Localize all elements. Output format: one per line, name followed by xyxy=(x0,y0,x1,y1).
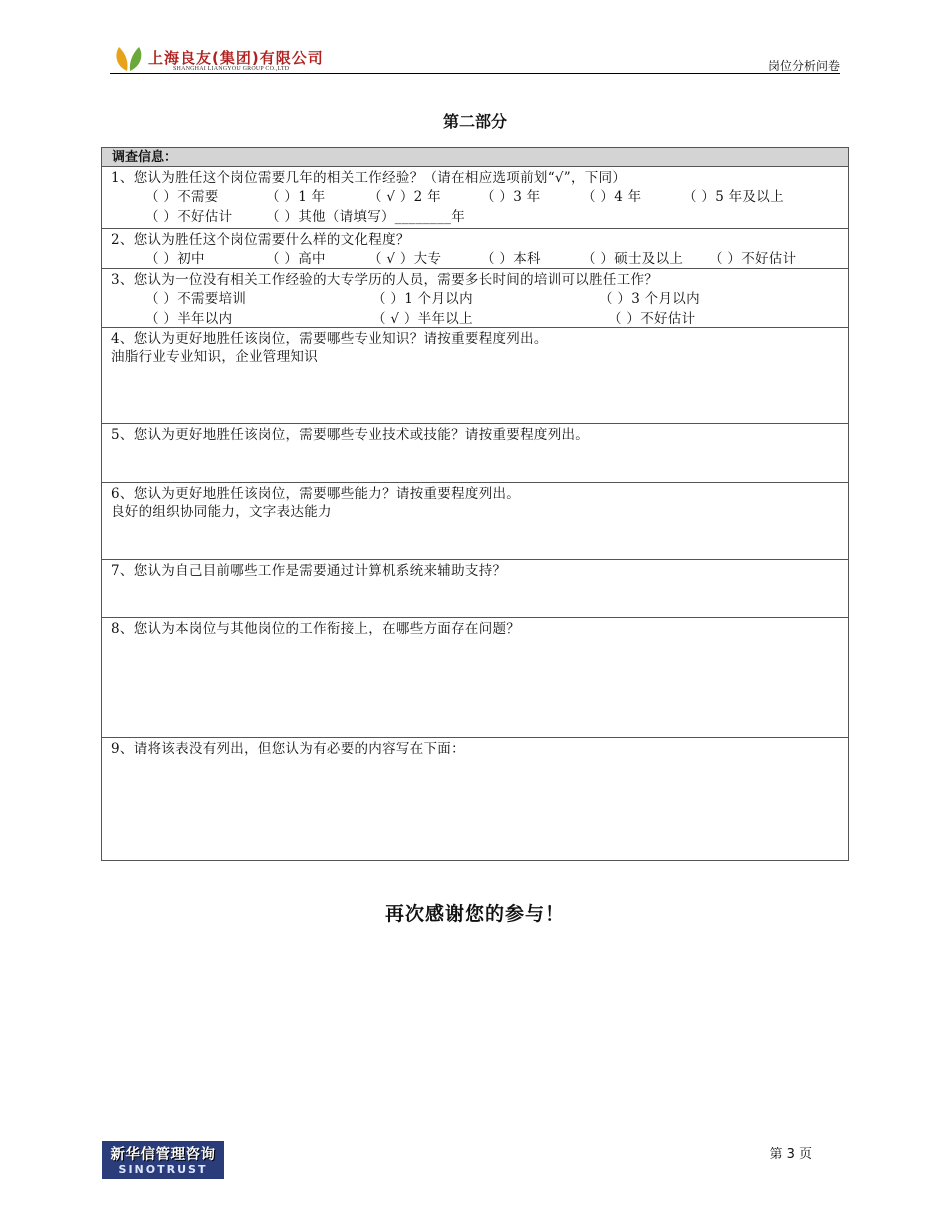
question-9-text: 9、请将该表没有列出，但您认为有必要的内容写在下面： xyxy=(111,741,465,757)
q1-option-5-plus-years[interactable]: （ ）5 年及以上 xyxy=(683,189,784,205)
q1-option-unknown[interactable]: （ ）不好估计 xyxy=(145,209,233,225)
section-header: 调查信息： xyxy=(102,148,848,167)
consultancy-logo-en: SINOTRUST xyxy=(118,1163,208,1176)
company-logo-icon xyxy=(113,44,145,72)
q2-option-master-plus[interactable]: （ ）硕士及以上 xyxy=(582,251,684,267)
q2-option-junior-high[interactable]: （ ）初中 xyxy=(145,251,205,267)
question-9 xyxy=(102,738,848,860)
survey-table xyxy=(101,147,849,861)
part-title: 第二部分 xyxy=(442,112,507,131)
question-4 xyxy=(102,328,848,424)
question-1-text: 1、您认为胜任这个岗位需要几年的相关工作经验？（请在相应选项前划“√”，下同） xyxy=(111,170,627,186)
q3-option-over-half-year[interactable]: （ √ ）半年以上 xyxy=(372,311,473,327)
q2-option-high-school[interactable]: （ ）高中 xyxy=(266,251,326,267)
question-6 xyxy=(102,483,848,560)
q2-option-unknown[interactable]: （ ）不好估计 xyxy=(709,251,797,267)
q1-option-3-years[interactable]: （ ）3 年 xyxy=(481,189,541,205)
question-5 xyxy=(102,424,848,483)
question-6-answer[interactable]: 良好的组织协同能力，文字表达能力 xyxy=(111,504,332,520)
question-5-text: 5、您认为更好地胜任该岗位，需要哪些专业技术或技能？请按重要程度列出。 xyxy=(111,427,590,443)
question-3 xyxy=(102,269,848,328)
q3-option-within-3-months[interactable]: （ ）3 个月以内 xyxy=(599,291,700,307)
question-8 xyxy=(102,618,848,738)
question-2-options-row1 xyxy=(111,249,840,269)
q3-option-within-1-month[interactable]: （ ）1 个月以内 xyxy=(372,291,473,307)
question-4-answer[interactable]: 油脂行业专业知识，企业管理知识 xyxy=(111,349,318,365)
consultancy-logo xyxy=(102,1141,224,1179)
q1-option-other[interactable]: （ ）其他（请填写）________年 xyxy=(266,209,465,225)
question-7 xyxy=(102,560,848,618)
q3-option-no-training[interactable]: （ ）不需要培训 xyxy=(145,291,247,307)
q1-option-2-years[interactable]: （ √ ）2 年 xyxy=(368,189,441,205)
question-1-options-row1 xyxy=(111,187,840,207)
page-number: 第 3 页 xyxy=(769,1147,812,1162)
question-3-options-row1 xyxy=(111,289,840,309)
q3-option-within-half-year[interactable]: （ ）半年以内 xyxy=(145,311,233,327)
q2-option-bachelor[interactable]: （ ）本科 xyxy=(481,251,541,267)
question-2-text: 2、您认为胜任这个岗位需要什么样的文化程度？ xyxy=(111,232,410,248)
question-3-options-row2 xyxy=(111,309,840,328)
q1-option-4-years[interactable]: （ ）4 年 xyxy=(582,189,642,205)
question-4-text: 4、您认为更好地胜任该岗位，需要哪些专业知识？请按重要程度列出。 xyxy=(111,331,548,347)
closing-message: 再次感谢您的参与！ xyxy=(384,903,565,925)
question-3-text: 3、您认为一位没有相关工作经验的大专学历的人员，需要多长时间的培训可以胜任工作？ xyxy=(111,272,659,288)
document-title: 岗位分析问卷 xyxy=(767,59,840,73)
question-7-text: 7、您认为自己目前哪些工作是需要通过计算机系统来辅助支持？ xyxy=(111,563,507,579)
question-1 xyxy=(102,167,848,229)
question-6-text: 6、您认为更好地胜任该岗位，需要哪些能力？请按重要程度列出。 xyxy=(111,486,521,502)
question-8-text: 8、您认为本岗位与其他岗位的工作衔接上，在哪些方面存在问题？ xyxy=(111,621,521,637)
q1-option-none[interactable]: （ ）不需要 xyxy=(145,189,219,205)
company-name-cn: 上海良友(集团)有限公司 xyxy=(148,49,324,67)
q3-option-unknown[interactable]: （ ）不好估计 xyxy=(608,311,696,327)
consultancy-logo-cn: 新华信管理咨询 xyxy=(110,1147,216,1163)
company-name-en: SHANGHAI LIANGYOU GROUP CO.,LTD xyxy=(173,66,290,72)
question-2 xyxy=(102,229,848,269)
question-1-options-row2 xyxy=(111,207,840,227)
header-divider xyxy=(110,73,840,74)
q2-option-junior-college[interactable]: （ √ ）大专 xyxy=(368,251,442,267)
q1-option-1-year[interactable]: （ ）1 年 xyxy=(266,189,326,205)
